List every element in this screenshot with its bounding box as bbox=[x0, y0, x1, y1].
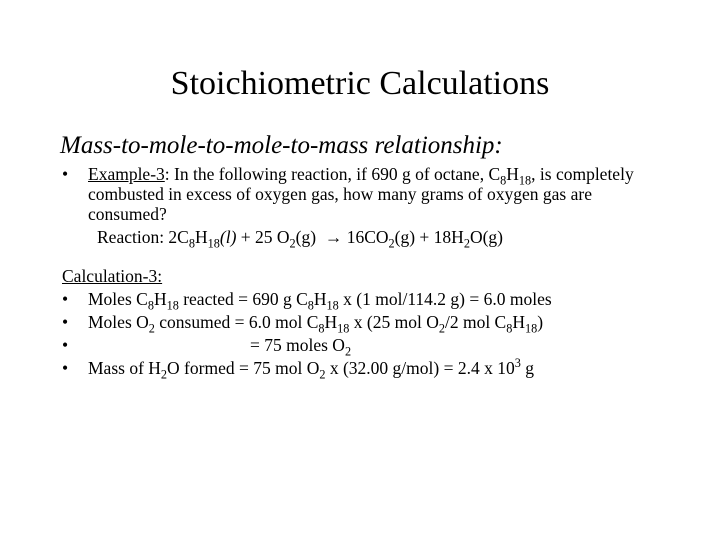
slide-title: Stoichiometric Calculations bbox=[170, 65, 550, 102]
bullet: • bbox=[62, 335, 69, 355]
example-block bbox=[62, 164, 652, 251]
example-label: Example-3 bbox=[88, 164, 165, 184]
example-text: Example-3: In the following reaction, if 690 g of octane, $C_8H_{18}$, is completely combusted in excess of oxygen gas, how many grams of oxygen gas are consumed? bbox=[88, 164, 634, 224]
slide-subtitle: Mass-to-mole-to-mole-to-mass relationship: bbox=[60, 132, 503, 159]
arrow-icon: → bbox=[324, 227, 343, 247]
bullet: • bbox=[62, 289, 69, 309]
bullet: • bbox=[62, 164, 69, 184]
calculation-line: • = 75 moles $O_2$ bbox=[62, 335, 352, 359]
calculation-line: • Moles $O_2$ consumed = 6.0 mol $C_8H_{18}$ x (25 mol $O_2/2$ mol $C_8H_{18}$) bbox=[62, 312, 544, 336]
bullet: • bbox=[62, 358, 69, 378]
reaction-equation: Reaction: $2C_8H_{18}(l) + 25$ $O_2(g) \to 16CO_2(g) + 18H_2O(g)$ bbox=[97, 227, 503, 251]
calculation-line: • Mass of $H_2O$ formed = 75 mol $O_2$ x (32.00 g/mol) = 2.4 x $10^3$ g bbox=[62, 356, 534, 382]
example-item bbox=[62, 164, 652, 224]
calculation-heading: Calculation-3: bbox=[62, 266, 163, 286]
calculation-block bbox=[62, 265, 662, 380]
bullet: • bbox=[62, 312, 69, 332]
calculation-line: • Moles $C_8H_{18}$ reacted = 690 g $C_8H_{18}$ x (1 mol/114.2 g) = 6.0 moles bbox=[62, 289, 552, 313]
